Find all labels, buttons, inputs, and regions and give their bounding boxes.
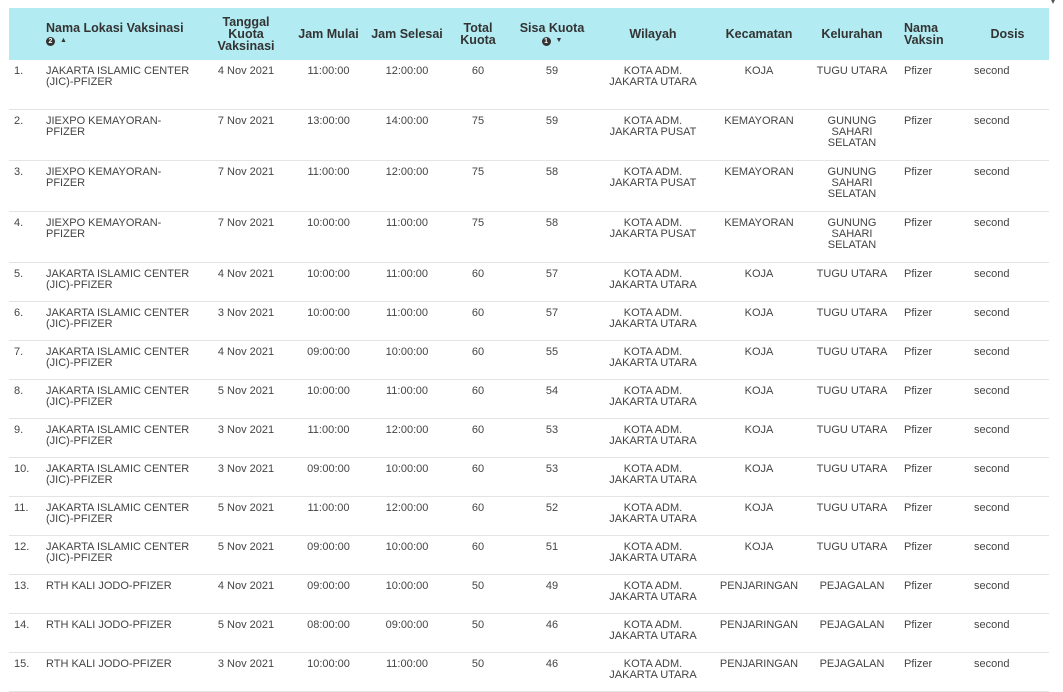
cell-kelurahan: TUGU UTARA [806, 380, 898, 419]
cell-dosis: second [966, 302, 1049, 341]
cell-no: 2. [9, 110, 40, 161]
table-row[interactable] [9, 653, 1049, 692]
cell-wilayah: KOTA ADM. JAKARTA UTARA [594, 458, 712, 497]
cell-wilayah: KOTA ADM. JAKARTA UTARA [594, 614, 712, 653]
cell-no: 15. [9, 653, 40, 692]
cell-nama-vaksin: Pfizer [898, 497, 966, 536]
cell-jam-selesai: 10:00:00 [368, 458, 446, 497]
cell-dosis: second [966, 263, 1049, 302]
cell-kecamatan: KOJA [712, 60, 806, 110]
cell-nama-vaksin: Pfizer [898, 575, 966, 614]
cell-jam-selesai: 11:00:00 [368, 263, 446, 302]
cell-dosis: second [966, 536, 1049, 575]
cell-jam-selesai: 11:00:00 [368, 380, 446, 419]
cell-no: 14. [9, 614, 40, 653]
cell-jam-mulai: 11:00:00 [289, 161, 368, 212]
cell-sisa-kuota: 51 [510, 536, 594, 575]
cell-wilayah: KOTA ADM. JAKARTA UTARA [594, 575, 712, 614]
cell-jam-selesai: 12:00:00 [368, 60, 446, 110]
header-lokasi-sort[interactable] [46, 36, 201, 47]
cell-tanggal: 7 Nov 2021 [203, 161, 289, 212]
cell-sisa-kuota: 52 [510, 497, 594, 536]
cell-dosis: second [966, 653, 1049, 692]
cell-tanggal: 5 Nov 2021 [203, 614, 289, 653]
cell-lokasi: JIEXPO KEMAYORAN-PFIZER [40, 110, 203, 161]
cell-dosis: second [966, 458, 1049, 497]
cell-tanggal: 4 Nov 2021 [203, 575, 289, 614]
cell-kecamatan: PENJARINGAN [712, 653, 806, 692]
cell-jam-mulai: 11:00:00 [289, 60, 368, 110]
cell-kecamatan: KOJA [712, 458, 806, 497]
cell-lokasi: JIEXPO KEMAYORAN-PFIZER [40, 212, 203, 263]
cell-dosis: second [966, 341, 1049, 380]
cell-dosis: second [966, 614, 1049, 653]
cell-nama-vaksin: Pfizer [898, 341, 966, 380]
table-header-row [9, 8, 1049, 60]
cell-sisa-kuota: 57 [510, 263, 594, 302]
cell-kecamatan: KEMAYORAN [712, 110, 806, 161]
cell-dosis: second [966, 575, 1049, 614]
cell-lokasi: JAKARTA ISLAMIC CENTER (JIC)-PFIZER [40, 419, 203, 458]
cell-kecamatan: KOJA [712, 497, 806, 536]
table-row[interactable] [9, 380, 1049, 419]
cell-sisa-kuota: 58 [510, 161, 594, 212]
cell-lokasi: RTH KALI JODO-PFIZER [40, 614, 203, 653]
cell-sisa-kuota: 54 [510, 380, 594, 419]
header-sisa-kuota[interactable] [510, 8, 594, 60]
cell-nama-vaksin: Pfizer [898, 458, 966, 497]
header-nama-vaksin[interactable]: Nama Vaksin [898, 8, 966, 60]
cell-total-kuota: 75 [446, 110, 510, 161]
cell-total-kuota: 60 [446, 263, 510, 302]
cell-jam-selesai: 12:00:00 [368, 161, 446, 212]
cell-kecamatan: PENJARINGAN [712, 575, 806, 614]
cell-kecamatan: PENJARINGAN [712, 614, 806, 653]
cell-nama-vaksin: Pfizer [898, 60, 966, 110]
cell-tanggal: 3 Nov 2021 [203, 653, 289, 692]
table-row[interactable] [9, 263, 1049, 302]
cell-kecamatan: KOJA [712, 341, 806, 380]
table-row[interactable] [9, 458, 1049, 497]
top-strip [0, 0, 1063, 8]
table-row[interactable] [9, 212, 1049, 263]
cell-sisa-kuota: 58 [510, 212, 594, 263]
cell-total-kuota: 60 [446, 419, 510, 458]
cell-nama-vaksin: Pfizer [898, 614, 966, 653]
cell-jam-mulai: 10:00:00 [289, 380, 368, 419]
cell-no: 7. [9, 341, 40, 380]
header-kecamatan[interactable]: Kecamatan [712, 8, 806, 60]
cell-lokasi: JAKARTA ISLAMIC CENTER (JIC)-PFIZER [40, 341, 203, 380]
cell-kecamatan: KOJA [712, 302, 806, 341]
cell-tanggal: 5 Nov 2021 [203, 497, 289, 536]
cell-nama-vaksin: Pfizer [898, 302, 966, 341]
cell-wilayah: KOTA ADM. JAKARTA PUSAT [594, 212, 712, 263]
cell-wilayah: KOTA ADM. JAKARTA UTARA [594, 341, 712, 380]
cell-total-kuota: 75 [446, 161, 510, 212]
cell-lokasi: RTH KALI JODO-PFIZER [40, 653, 203, 692]
cell-dosis: second [966, 110, 1049, 161]
cell-total-kuota: 60 [446, 536, 510, 575]
cell-kelurahan: GUNUNG SAHARI SELATAN [806, 212, 898, 263]
cell-wilayah: KOTA ADM. JAKARTA UTARA [594, 497, 712, 536]
cell-total-kuota: 60 [446, 380, 510, 419]
cell-jam-mulai: 10:00:00 [289, 212, 368, 263]
cell-wilayah: KOTA ADM. JAKARTA UTARA [594, 536, 712, 575]
cell-no: 13. [9, 575, 40, 614]
table-row[interactable] [9, 60, 1049, 110]
cell-jam-selesai: 10:00:00 [368, 575, 446, 614]
arrow-up-icon[interactable]: ▲ [60, 37, 67, 45]
cell-sisa-kuota: 57 [510, 302, 594, 341]
cell-kelurahan: TUGU UTARA [806, 458, 898, 497]
cell-nama-vaksin: Pfizer [898, 110, 966, 161]
cell-jam-selesai: 12:00:00 [368, 497, 446, 536]
cell-wilayah: KOTA ADM. JAKARTA PUSAT [594, 110, 712, 161]
cell-jam-mulai: 09:00:00 [289, 341, 368, 380]
header-jam-mulai[interactable]: Jam Mulai [289, 8, 368, 60]
cell-no: 5. [9, 263, 40, 302]
cell-no: 9. [9, 419, 40, 458]
cell-sisa-kuota: 46 [510, 653, 594, 692]
cell-lokasi: JAKARTA ISLAMIC CENTER (JIC)-PFIZER [40, 302, 203, 341]
header-jam-selesai[interactable]: Jam Selesai [368, 8, 446, 60]
cell-nama-vaksin: Pfizer [898, 419, 966, 458]
cell-kelurahan: PEJAGALAN [806, 575, 898, 614]
cell-jam-selesai: 12:00:00 [368, 419, 446, 458]
cell-jam-mulai: 09:00:00 [289, 458, 368, 497]
cell-no: 11. [9, 497, 40, 536]
table-row[interactable] [9, 110, 1049, 161]
cell-kecamatan: KOJA [712, 263, 806, 302]
cell-lokasi: JIEXPO KEMAYORAN-PFIZER [40, 161, 203, 212]
sort-order-badge: 1 [542, 37, 551, 46]
cell-total-kuota: 50 [446, 653, 510, 692]
cell-nama-vaksin: Pfizer [898, 161, 966, 212]
vaccination-quota-table [9, 8, 1049, 692]
cell-dosis: second [966, 161, 1049, 212]
cell-jam-mulai: 10:00:00 [289, 263, 368, 302]
cell-kelurahan: PEJAGALAN [806, 653, 898, 692]
cell-tanggal: 3 Nov 2021 [203, 458, 289, 497]
cell-jam-mulai: 10:00:00 [289, 653, 368, 692]
cell-jam-selesai: 14:00:00 [368, 110, 446, 161]
cell-kecamatan: KOJA [712, 536, 806, 575]
cell-jam-selesai: 11:00:00 [368, 302, 446, 341]
cell-total-kuota: 50 [446, 575, 510, 614]
cell-tanggal: 5 Nov 2021 [203, 380, 289, 419]
table-row[interactable] [9, 302, 1049, 341]
header-lokasi[interactable] [40, 8, 203, 60]
cell-total-kuota: 60 [446, 302, 510, 341]
cell-no: 10. [9, 458, 40, 497]
cell-jam-mulai: 09:00:00 [289, 575, 368, 614]
sort-order-badge: 2 [46, 37, 55, 46]
cell-sisa-kuota: 53 [510, 419, 594, 458]
cell-dosis: second [966, 212, 1049, 263]
table-row[interactable] [9, 161, 1049, 212]
table-row[interactable] [9, 575, 1049, 614]
cell-kelurahan: GUNUNG SAHARI SELATAN [806, 161, 898, 212]
cell-jam-mulai: 11:00:00 [289, 419, 368, 458]
cell-wilayah: KOTA ADM. JAKARTA UTARA [594, 653, 712, 692]
cell-total-kuota: 60 [446, 341, 510, 380]
cell-kelurahan: PEJAGALAN [806, 614, 898, 653]
cell-tanggal: 4 Nov 2021 [203, 341, 289, 380]
cell-kelurahan: TUGU UTARA [806, 536, 898, 575]
cell-kecamatan: KOJA [712, 380, 806, 419]
cell-kecamatan: KEMAYORAN [712, 212, 806, 263]
cell-lokasi: JAKARTA ISLAMIC CENTER (JIC)-PFIZER [40, 263, 203, 302]
cell-nama-vaksin: Pfizer [898, 212, 966, 263]
cell-nama-vaksin: Pfizer [898, 653, 966, 692]
cell-jam-mulai: 08:00:00 [289, 614, 368, 653]
cell-wilayah: KOTA ADM. JAKARTA UTARA [594, 419, 712, 458]
arrow-down-icon[interactable]: ▼ [555, 37, 563, 45]
cell-no: 1. [9, 60, 40, 110]
cell-wilayah: KOTA ADM. JAKARTA UTARA [594, 302, 712, 341]
cell-sisa-kuota: 53 [510, 458, 594, 497]
cell-kecamatan: KOJA [712, 419, 806, 458]
cell-tanggal: 4 Nov 2021 [203, 60, 289, 110]
header-no [9, 8, 40, 60]
cell-total-kuota: 60 [446, 497, 510, 536]
cell-jam-mulai: 09:00:00 [289, 536, 368, 575]
cell-total-kuota: 50 [446, 614, 510, 653]
cell-lokasi: JAKARTA ISLAMIC CENTER (JIC)-PFIZER [40, 536, 203, 575]
cell-kelurahan: TUGU UTARA [806, 60, 898, 110]
cell-sisa-kuota: 49 [510, 575, 594, 614]
cell-lokasi: JAKARTA ISLAMIC CENTER (JIC)-PFIZER [40, 380, 203, 419]
cell-nama-vaksin: Pfizer [898, 380, 966, 419]
cell-jam-mulai: 10:00:00 [289, 302, 368, 341]
cell-dosis: second [966, 60, 1049, 110]
table-row[interactable] [9, 419, 1049, 458]
header-wilayah[interactable]: Wilayah [594, 8, 712, 60]
cell-total-kuota: 60 [446, 458, 510, 497]
header-total-kuota[interactable]: Total Kuota [446, 8, 510, 60]
cell-sisa-kuota: 59 [510, 110, 594, 161]
cell-wilayah: KOTA ADM. JAKARTA UTARA [594, 60, 712, 110]
cell-nama-vaksin: Pfizer [898, 536, 966, 575]
cell-jam-mulai: 13:00:00 [289, 110, 368, 161]
cell-jam-selesai: 10:00:00 [368, 341, 446, 380]
cell-no: 6. [9, 302, 40, 341]
cell-kelurahan: TUGU UTARA [806, 302, 898, 341]
cell-jam-selesai: 09:00:00 [368, 614, 446, 653]
cell-dosis: second [966, 419, 1049, 458]
table-row[interactable] [9, 341, 1049, 380]
cell-lokasi: JAKARTA ISLAMIC CENTER (JIC)-PFIZER [40, 497, 203, 536]
cell-total-kuota: 60 [446, 60, 510, 110]
cell-jam-selesai: 10:00:00 [368, 536, 446, 575]
header-sisa-label: Sisa Kuota [519, 20, 585, 35]
cell-dosis: second [966, 497, 1049, 536]
cell-lokasi: JAKARTA ISLAMIC CENTER (JIC)-PFIZER [40, 458, 203, 497]
corner-caret-icon[interactable]: ▾ [1051, 0, 1056, 6]
cell-jam-mulai: 11:00:00 [289, 497, 368, 536]
header-kelurahan[interactable]: Kelurahan [806, 8, 898, 60]
cell-jam-selesai: 11:00:00 [368, 653, 446, 692]
cell-nama-vaksin: Pfizer [898, 263, 966, 302]
cell-no: 3. [9, 161, 40, 212]
cell-kelurahan: TUGU UTARA [806, 341, 898, 380]
cell-tanggal: 3 Nov 2021 [203, 302, 289, 341]
cell-total-kuota: 75 [446, 212, 510, 263]
cell-kelurahan: GUNUNG SAHARI SELATAN [806, 110, 898, 161]
cell-tanggal: 4 Nov 2021 [203, 263, 289, 302]
cell-kecamatan: KEMAYORAN [712, 161, 806, 212]
cell-no: 4. [9, 212, 40, 263]
cell-wilayah: KOTA ADM. JAKARTA PUSAT [594, 161, 712, 212]
header-dosis[interactable]: Dosis [966, 8, 1049, 60]
cell-jam-selesai: 11:00:00 [368, 212, 446, 263]
cell-lokasi: RTH KALI JODO-PFIZER [40, 575, 203, 614]
cell-tanggal: 5 Nov 2021 [203, 536, 289, 575]
table-row[interactable] [9, 497, 1049, 536]
cell-wilayah: KOTA ADM. JAKARTA UTARA [594, 263, 712, 302]
cell-tanggal: 3 Nov 2021 [203, 419, 289, 458]
cell-tanggal: 7 Nov 2021 [203, 212, 289, 263]
cell-no: 12. [9, 536, 40, 575]
cell-sisa-kuota: 55 [510, 341, 594, 380]
header-lokasi-label: Nama Lokasi Vaksinasi [46, 20, 184, 35]
cell-tanggal: 7 Nov 2021 [203, 110, 289, 161]
cell-wilayah: KOTA ADM. JAKARTA UTARA [594, 380, 712, 419]
table-row[interactable] [9, 614, 1049, 653]
table-row[interactable] [9, 536, 1049, 575]
cell-no: 8. [9, 380, 40, 419]
cell-kelurahan: TUGU UTARA [806, 263, 898, 302]
cell-sisa-kuota: 46 [510, 614, 594, 653]
cell-sisa-kuota: 59 [510, 60, 594, 110]
header-tanggal[interactable]: Tanggal Kuota Vaksinasi [203, 8, 289, 60]
cell-kelurahan: TUGU UTARA [806, 497, 898, 536]
cell-dosis: second [966, 380, 1049, 419]
cell-lokasi: JAKARTA ISLAMIC CENTER (JIC)-PFIZER [40, 60, 203, 110]
cell-kelurahan: TUGU UTARA [806, 419, 898, 458]
header-sisa-sort[interactable] [512, 36, 592, 47]
